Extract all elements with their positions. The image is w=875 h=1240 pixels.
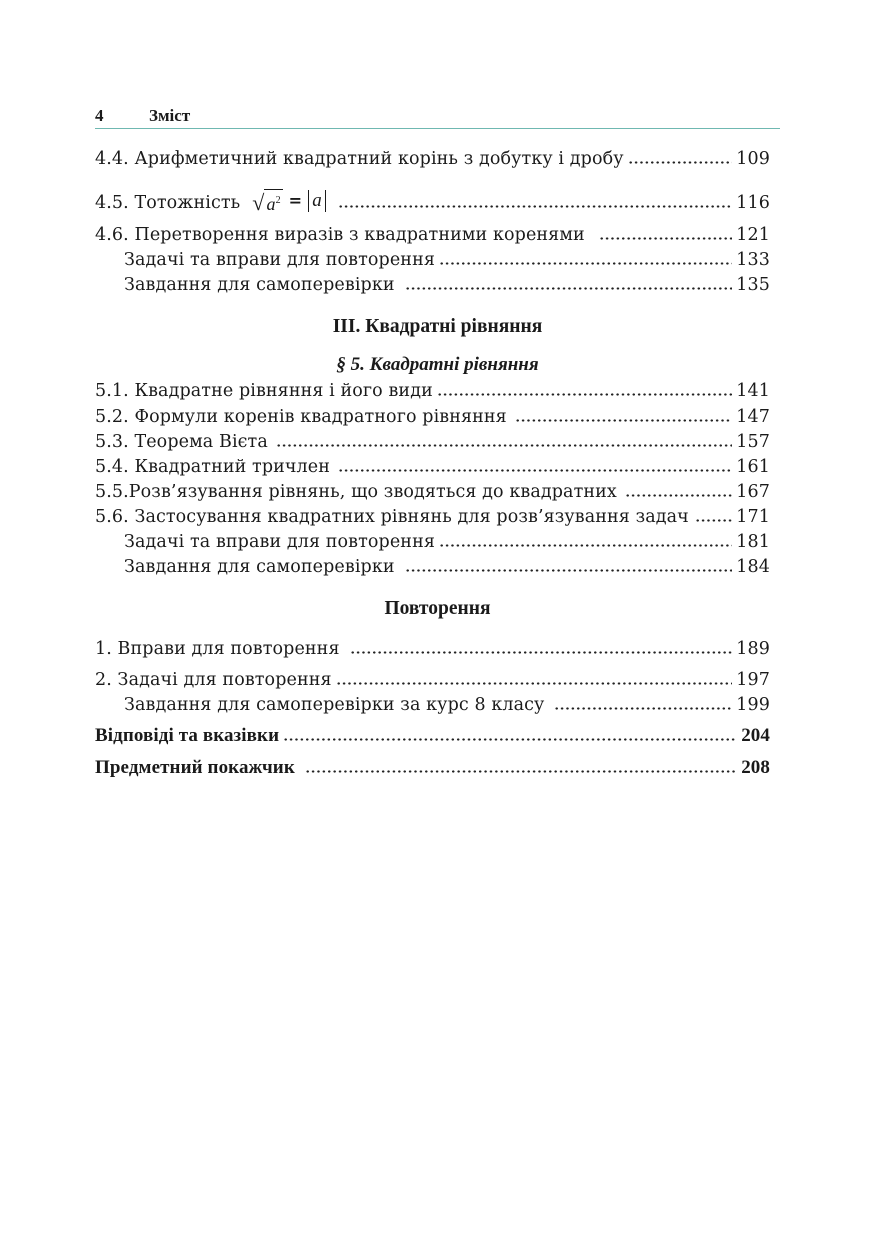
toc-entry-4-5[interactable]: 4.5. Тотожність √ $a^2$ = a 116 <box>95 190 770 215</box>
toc-entry-review-2[interactable]: 2. Задачі для повторення 197 <box>95 670 770 690</box>
leader-dots <box>515 418 733 423</box>
leader-dots <box>405 568 733 573</box>
absolute-value: a <box>308 190 326 212</box>
leader-dots <box>338 468 732 473</box>
leader-dots <box>695 518 732 523</box>
toc-entry-5-1[interactable]: 5.1. Квадратне рівняння і його види 141 <box>95 381 770 401</box>
toc-entry-course-self-check[interactable]: Завдання для самоперевірки за курс 8 класу 199 <box>124 695 770 715</box>
running-header <box>95 106 780 129</box>
toc-entry-index[interactable]: Предметний покажчик 208 <box>95 757 770 778</box>
leader-dots <box>439 261 732 266</box>
leader-dots <box>405 286 733 291</box>
sqrt-expression: √ $a^2$ <box>252 190 281 215</box>
toc-entry-self-check-2[interactable]: Завдання для самоперевірки 184 <box>124 557 770 577</box>
leader-dots <box>628 160 733 165</box>
toc-entry-review-exercises-2[interactable]: Задачі та вправи для повторення 181 <box>124 532 770 552</box>
radical-sign-icon: √ <box>252 190 265 215</box>
toc-entry-review-1[interactable]: 1. Вправи для повторення 189 <box>95 639 770 659</box>
page-number: 4 <box>95 106 104 125</box>
leader-dots <box>554 706 732 711</box>
leader-dots <box>338 204 733 209</box>
toc-entry-5-6[interactable]: 5.6. Застосування квадратних рівнянь для розв’язування задач 171 <box>95 507 770 527</box>
leader-dots <box>599 236 732 241</box>
toc-entry-answers[interactable]: Відповіді та вказівки 204 <box>95 725 770 746</box>
leader-dots <box>439 543 732 548</box>
section-title: III. Квадратні рівняння <box>332 316 543 337</box>
identity-formula <box>252 188 326 214</box>
equals-sign: = <box>288 191 303 210</box>
toc-entry-self-check[interactable]: Завдання для самоперевірки 135 <box>124 275 770 295</box>
toc-entry-5-3[interactable]: 5.3. Теорема Вієта 157 <box>95 432 770 452</box>
toc-entry-review-exercises[interactable]: Задачі та вправи для повторення 133 <box>124 250 770 270</box>
leader-dots <box>305 769 737 774</box>
chapter-subtitle: § 5. Квадратні рівняння <box>336 354 539 375</box>
leader-dots <box>350 650 733 655</box>
toc-entry-4-6[interactable]: 4.6. Перетворення виразів з квадратними коренями 121 <box>95 225 770 245</box>
leader-dots <box>276 443 732 448</box>
toc-entry-4-4[interactable]: 4.4. Арифметичний квадратний корінь з добутку і дробу 109 <box>95 149 770 169</box>
header-title: Зміст <box>149 106 191 125</box>
toc-entry-5-2[interactable]: 5.2. Формули коренів квадратного рівняння 147 <box>95 407 770 427</box>
leader-dots <box>336 681 733 686</box>
toc-entry-5-4[interactable]: 5.4. Квадратний тричлен 161 <box>95 457 770 477</box>
review-title: Повторення <box>384 598 491 619</box>
leader-dots <box>625 493 732 498</box>
leader-dots <box>437 392 732 397</box>
leader-dots <box>283 737 737 742</box>
toc-entry-5-5[interactable]: 5.5.Розв’язування рівнянь, що зводяться до квадратних 167 <box>95 482 770 502</box>
